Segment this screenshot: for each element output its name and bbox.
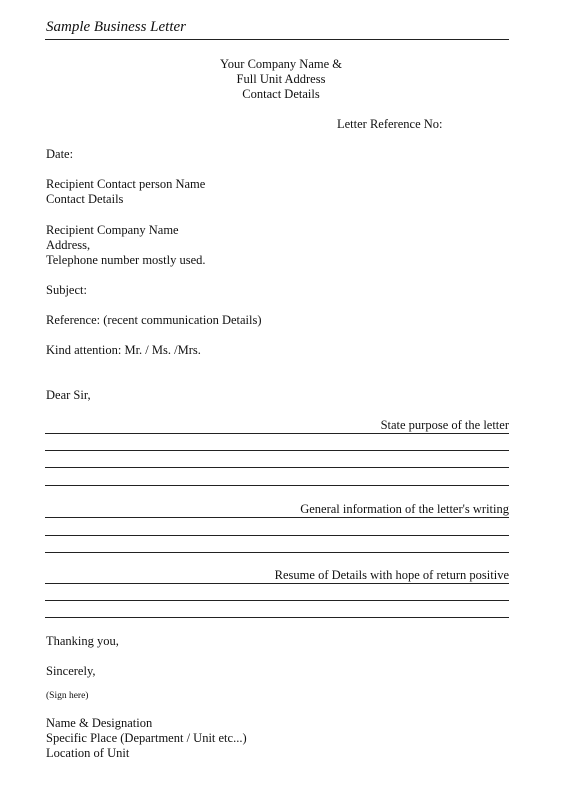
section-resume-label: Resume of Details with hope of return positive [274,568,509,582]
writing-line [45,600,509,601]
writing-line [45,583,509,584]
section-purpose-label: State purpose of the letter [380,418,509,432]
subject-label: Subject: [46,283,87,297]
signature-placeholder: (Sign here) [46,691,89,701]
writing-line [45,617,509,618]
letter-reference-label: Letter Reference No: [337,117,443,131]
reference-label: Reference: (recent communication Details) [46,313,262,327]
document-title: Sample Business Letter [46,19,186,35]
company-address: Full Unit Address [236,72,326,86]
writing-line [45,552,509,553]
header-divider [45,39,509,40]
sender-name-designation: Name & Designation [46,716,153,730]
company-contact: Contact Details [242,87,320,101]
recipient-company-address: Address, [46,238,91,252]
attention-label: Kind attention: Mr. / Ms. /Mrs. [46,343,201,357]
closing-sincerely: Sincerely, [46,664,96,678]
closing-thanks: Thanking you, [46,634,119,648]
salutation: Dear Sir, [46,388,91,402]
company-name: Your Company Name & [220,57,342,71]
recipient-contact-name: Recipient Contact person Name [46,177,206,191]
writing-line [45,450,509,451]
sender-location: Location of Unit [46,746,130,760]
writing-line [45,433,509,434]
writing-line [45,467,509,468]
recipient-contact-details: Contact Details [46,192,124,206]
writing-line [45,517,509,518]
recipient-telephone: Telephone number mostly used. [46,253,206,267]
sender-place: Specific Place (Department / Unit etc...) [46,731,247,745]
section-general-info-label: General information of the letter's writing [300,502,509,516]
writing-line [45,535,509,536]
writing-line [45,485,509,486]
date-label: Date: [46,147,74,161]
recipient-company-name: Recipient Company Name [46,223,179,237]
